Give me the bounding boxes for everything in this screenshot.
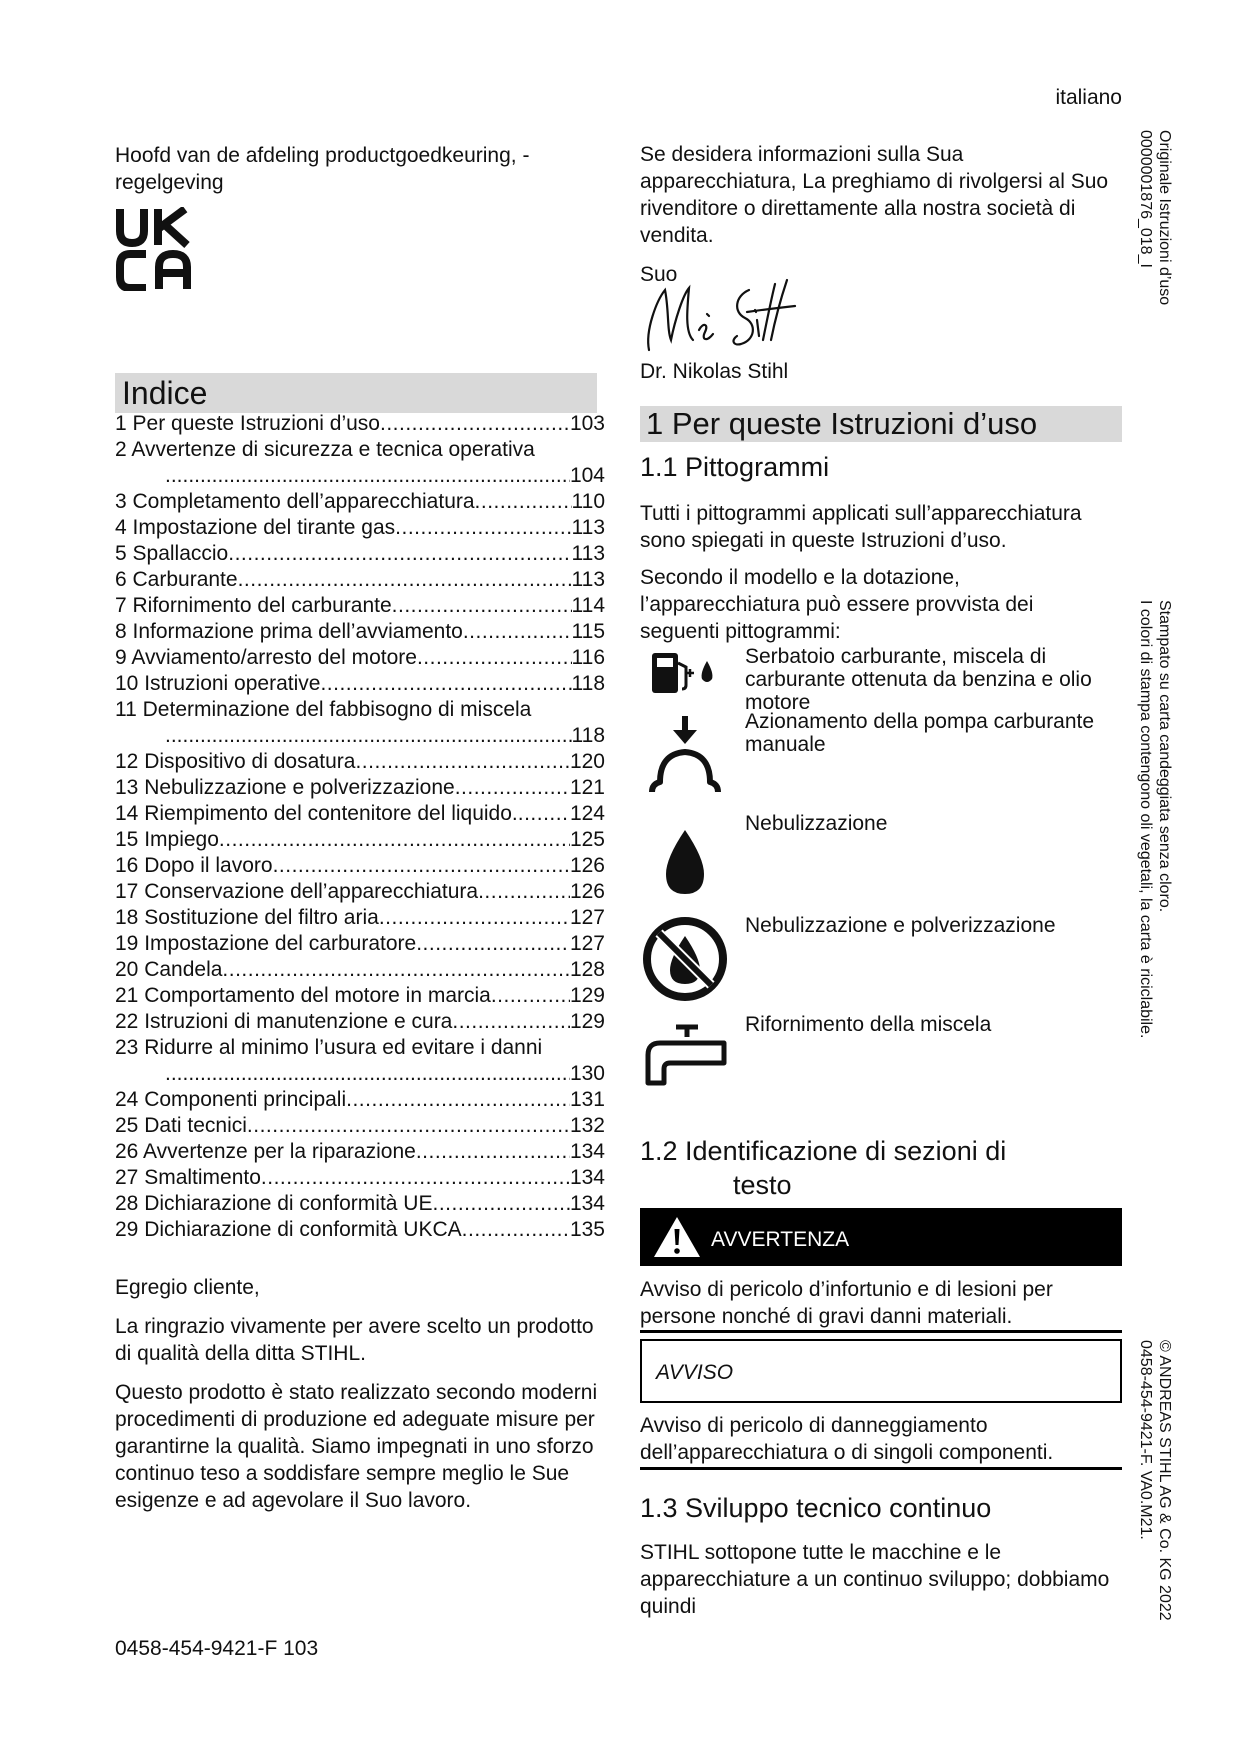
toc-entry-title: 27 Smaltimento bbox=[115, 1166, 261, 1189]
toc-entry[interactable] bbox=[115, 1113, 605, 1139]
toc-entry-page: 116 bbox=[571, 646, 605, 669]
toc-entry-page: 115 bbox=[571, 620, 605, 643]
toc-entry-page: 126 bbox=[569, 854, 605, 877]
picto-no-droplet-text: Nebulizzazione e polverizzazione bbox=[745, 914, 1056, 937]
toc-leader-dots bbox=[432, 1191, 569, 1217]
toc-entry-page: 126 bbox=[569, 880, 605, 903]
toc-entry-page: 118 bbox=[571, 672, 605, 695]
toc-leader-dots bbox=[518, 801, 570, 827]
toc-entry-page: 113 bbox=[571, 568, 605, 591]
margin-middle-line-2: I colori di stampa contengono oli vegetali, la carta è riciclabile. bbox=[1137, 600, 1154, 1039]
toc-entry-title: 18 Sostituzione del filtro aria bbox=[115, 906, 379, 929]
toc-entry[interactable] bbox=[115, 983, 605, 1009]
toc-entry-page: 104 bbox=[569, 464, 605, 487]
toc-entry[interactable] bbox=[115, 957, 605, 983]
toc-entry-title: 21 Comportamento del motore in marcia bbox=[115, 984, 491, 1007]
margin-top-line-2: 0000001876_018_I bbox=[1137, 130, 1154, 268]
toc-entry-title: 12 Dispositivo di dosatura bbox=[115, 750, 356, 773]
toc-entry-page: 125 bbox=[569, 828, 605, 851]
section-1-2-title-line-1: 1.2 Identificazione di sezioni di bbox=[640, 1136, 1007, 1166]
section-1-1 bbox=[640, 450, 1122, 645]
toc-leader-dots bbox=[346, 1087, 570, 1113]
toc-entry-title: 29 Dichiarazione di conformità UKCA bbox=[115, 1218, 462, 1241]
toc-entry[interactable] bbox=[115, 1009, 605, 1035]
toc-entry-title: 16 Dopo il lavoro bbox=[115, 854, 273, 877]
letter-body bbox=[115, 1274, 605, 1514]
toc-entry[interactable] bbox=[115, 1087, 605, 1113]
toc-entry[interactable] bbox=[115, 697, 605, 723]
toc-entry-continuation[interactable] bbox=[115, 463, 605, 489]
toc-leader-dots bbox=[355, 749, 569, 775]
signature bbox=[637, 270, 807, 360]
toc-leader-dots bbox=[463, 619, 572, 645]
section-1-1-paragraph-1: Tutti i pittogrammi applicati sull’apparecchiatura sono spiegati in queste Istruzioni d’uso. bbox=[640, 502, 1082, 552]
toc-entry-page: 134 bbox=[569, 1192, 605, 1215]
toc-entry-title: 17 Conservazione dell’apparecchiatura bbox=[115, 880, 479, 903]
toc-entry[interactable] bbox=[115, 619, 605, 645]
warning-description bbox=[640, 1276, 1122, 1330]
page-footer: 0458-454-9421-F 103 bbox=[115, 1637, 319, 1660]
toc-leader-dots bbox=[478, 879, 570, 905]
toc-leader-dots bbox=[380, 411, 570, 437]
section-1-3-title: 1.3 Sviluppo tecnico continuo bbox=[640, 1493, 992, 1523]
notice-box bbox=[640, 1339, 1122, 1403]
toc-entry[interactable] bbox=[115, 879, 605, 905]
approver-line-2: regelgeving bbox=[115, 171, 224, 194]
signer-name bbox=[640, 358, 1122, 385]
picto-fuel-tank-text: Serbatoio carburante, miscela di carburante ottenuta da benzina e olio motore bbox=[745, 645, 1092, 714]
approver-line-1: Hoofd van de afdeling productgoedkeuring, - bbox=[115, 144, 530, 167]
toc-leader-dots bbox=[462, 1217, 570, 1243]
toc-entry-page: 113 bbox=[571, 542, 605, 565]
toc-entry-page: 128 bbox=[569, 958, 605, 981]
margin-middle-line-1: Stampato su carta candeggiata senza cloro. bbox=[1156, 600, 1173, 913]
toc-entry[interactable] bbox=[115, 437, 605, 463]
no-droplet-icon bbox=[640, 914, 730, 1004]
toc-entry-title: 4 Impostazione del tirante gas bbox=[115, 516, 396, 539]
toc-entry[interactable] bbox=[115, 671, 605, 697]
toc-entry-title: 19 Impostazione del carburatore bbox=[115, 932, 417, 955]
toc-entry-page: 118 bbox=[571, 724, 605, 747]
ukca-logo bbox=[115, 207, 195, 291]
approver-title bbox=[115, 142, 605, 196]
signer-name-text: Dr. Nikolas Stihl bbox=[640, 360, 789, 383]
toc-entry[interactable] bbox=[115, 931, 605, 957]
toc-leader-dots bbox=[491, 983, 570, 1009]
language-label: italiano bbox=[1055, 86, 1122, 109]
toc-leader-dots bbox=[392, 593, 572, 619]
toc-leader-dots bbox=[416, 931, 570, 957]
section-1-title: 1 Per queste Istruzioni d’uso bbox=[640, 406, 1122, 442]
picto-droplet-text: Nebulizzazione bbox=[745, 812, 888, 835]
section-1-3 bbox=[640, 1491, 1122, 1620]
section-1-2-title bbox=[640, 1134, 1122, 1202]
section-1-1-title: 1.1 Pittogrammi bbox=[640, 452, 830, 482]
toc-leader-dots bbox=[379, 905, 570, 931]
toc-entry-page: 127 bbox=[569, 932, 605, 955]
toc-entry[interactable] bbox=[115, 1217, 605, 1243]
toc-entry-page: 103 bbox=[569, 412, 605, 435]
toc-entry-title: 11 Determinazione del fabbisogno di miscela bbox=[115, 698, 532, 721]
toc-entry[interactable] bbox=[115, 1191, 605, 1217]
toc-entry-title: 7 Rifornimento del carburante bbox=[115, 594, 392, 617]
toc-entry[interactable] bbox=[115, 541, 605, 567]
margin-bottom-line-2: 0458-454-9421-F. VA0.M21. bbox=[1137, 1340, 1154, 1540]
margin-bottom bbox=[1136, 1340, 1174, 1621]
greeting: Egregio cliente, bbox=[115, 1276, 260, 1299]
toc-leader-dots bbox=[222, 957, 570, 983]
warning-triangle-icon bbox=[652, 1214, 702, 1260]
notice-description bbox=[640, 1412, 1122, 1466]
toc-entry-title: 15 Impiego bbox=[115, 828, 219, 851]
closing: Suo bbox=[640, 263, 678, 286]
toc-leader-dots bbox=[452, 1009, 570, 1035]
toc-leader-dots bbox=[455, 775, 570, 801]
faucet-icon bbox=[640, 1013, 730, 1103]
toc-entry-title: 20 Candela bbox=[115, 958, 223, 981]
toc-entry-title: 2 Avvertenze di sicurezza e tecnica operativa bbox=[115, 438, 535, 461]
toc-entry-page: 121 bbox=[569, 776, 605, 799]
toc-entry[interactable] bbox=[115, 1165, 605, 1191]
toc-leader-dots bbox=[417, 645, 572, 671]
warning-rule bbox=[640, 1330, 1122, 1333]
toc-entry-title: 9 Avviamento/arresto del motore bbox=[115, 646, 417, 669]
toc-leader-dots bbox=[273, 853, 570, 879]
toc-entry-page: 129 bbox=[569, 1010, 605, 1033]
toc-entry-title: 5 Spallaccio bbox=[115, 542, 229, 565]
toc-entry-title: 3 Completamento dell’apparecchiatura bbox=[115, 490, 475, 513]
warning-label: AVVERTENZA bbox=[711, 1228, 850, 1251]
toc-entry-title: 1 Per queste Istruzioni d’uso bbox=[115, 412, 380, 435]
toc-entry-page: 131 bbox=[569, 1088, 605, 1111]
toc-entry[interactable] bbox=[115, 905, 605, 931]
toc-entry-continuation[interactable] bbox=[115, 1061, 605, 1087]
droplet-icon bbox=[640, 812, 730, 902]
table-of-contents bbox=[115, 411, 605, 1243]
margin-top-line-1: Originale Istruzioni d’uso bbox=[1156, 130, 1173, 306]
toc-entry[interactable] bbox=[115, 567, 605, 593]
toc-entry[interactable] bbox=[115, 749, 605, 775]
toc-entry[interactable] bbox=[115, 593, 605, 619]
warning-text: Avviso di pericolo d’infortunio e di lesioni per persone nonché di gravi danni materiali. bbox=[640, 1278, 1053, 1328]
toc-entry[interactable] bbox=[115, 827, 605, 853]
toc-leader-dots bbox=[247, 1113, 570, 1139]
section-1-3-text: STIHL sottopone tutte le macchine e le apparecchiature a un continuo sviluppo; dobbiamo quindi bbox=[640, 1541, 1110, 1618]
toc-entry[interactable] bbox=[115, 1035, 605, 1061]
toc-entry-page: 114 bbox=[571, 594, 605, 617]
toc-entry-title: 26 Avvertenze per la riparazione bbox=[115, 1140, 416, 1163]
toc-leader-dots bbox=[228, 541, 571, 567]
manual-fuel-pump-icon bbox=[640, 710, 730, 800]
toc-entry-title: 22 Istruzioni di manutenzione e cura bbox=[115, 1010, 453, 1033]
toc-entry[interactable] bbox=[115, 853, 605, 879]
picto-faucet-text: Rifornimento della miscela bbox=[745, 1013, 992, 1036]
toc-entry-continuation[interactable] bbox=[115, 723, 605, 749]
section-1-2-title-line-2: testo bbox=[733, 1170, 792, 1200]
margin-top bbox=[1136, 130, 1174, 305]
margin-bottom-line-1: © ANDREAS STIHL AG & Co. KG 2022 bbox=[1156, 1340, 1173, 1621]
toc-entry-page: 110 bbox=[571, 490, 605, 513]
toc-entry[interactable] bbox=[115, 515, 605, 541]
letter-contact bbox=[640, 141, 1122, 288]
toc-entry-page: 129 bbox=[569, 984, 605, 1007]
toc-entry-page: 134 bbox=[569, 1140, 605, 1163]
toc-entry-title: 8 Informazione prima dell’avviamento bbox=[115, 620, 463, 643]
toc-entry-title: 24 Componenti principali bbox=[115, 1088, 347, 1111]
toc-entry-page: 113 bbox=[571, 516, 605, 539]
notice-rule bbox=[640, 1467, 1122, 1470]
toc-entry-title: 25 Dati tecnici bbox=[115, 1114, 247, 1137]
toc-leader-dots bbox=[395, 515, 571, 541]
toc-entry[interactable] bbox=[115, 775, 605, 801]
toc-entry[interactable] bbox=[115, 645, 605, 671]
toc-entry-page: 130 bbox=[569, 1062, 605, 1085]
margin-middle bbox=[1136, 600, 1174, 1038]
section-1-1-paragraph-2: Secondo il modello e la dotazione, l’apparecchiatura può essere provvista dei seguenti pittogrammi: bbox=[640, 566, 1034, 643]
letter-paragraph-2: Questo prodotto è stato realizzato secondo moderni procedimenti di produzione ed adeguate misure per garantirne la qualità. Siamo impegnati in uno sforzo continuo teso a soddisfare sempre meglio le Sue esigenze e ad agevolare il Suo lavoro. bbox=[115, 1381, 598, 1512]
toc-entry-page: 120 bbox=[569, 750, 605, 773]
toc-leader-dots bbox=[475, 489, 572, 515]
toc-entry[interactable] bbox=[115, 801, 605, 827]
toc-entry[interactable] bbox=[115, 489, 605, 515]
toc-entry[interactable] bbox=[115, 1139, 605, 1165]
letter-paragraph-1: La ringrazio vivamente per avere scelto un prodotto di qualità della ditta STIHL. bbox=[115, 1315, 594, 1365]
picto-manual-pump-text: Azionamento della pompa carburante manuale bbox=[745, 710, 1095, 756]
toc-leader-dots bbox=[165, 463, 570, 489]
toc-entry-page: 132 bbox=[569, 1114, 605, 1137]
toc-entry-title: 6 Carburante bbox=[115, 568, 238, 591]
toc-entry-page: 135 bbox=[569, 1218, 605, 1241]
toc-entry-page: 127 bbox=[569, 906, 605, 929]
toc-leader-dots bbox=[219, 827, 570, 853]
warning-box bbox=[640, 1208, 1122, 1266]
letter-paragraph-3: Se desidera informazioni sulla Sua apparecchiatura, La preghiamo di rivolgersi al Suo rivenditore o direttamente alla nostra società di vendita. bbox=[640, 143, 1109, 247]
toc-entry-title: 14 Riempimento del contenitore del liquido. bbox=[115, 802, 518, 825]
toc-leader-dots bbox=[238, 567, 572, 593]
toc-leader-dots bbox=[165, 1061, 570, 1087]
notice-label: AVVISO bbox=[656, 1361, 734, 1384]
toc-entry-title: 10 Istruzioni operative bbox=[115, 672, 321, 695]
toc-entry[interactable] bbox=[115, 411, 605, 437]
notice-text: Avviso di pericolo di danneggiamento dell’apparecchiatura o di singoli componenti. bbox=[640, 1414, 1054, 1464]
toc-entry-title: 23 Ridurre al minimo l’usura ed evitare i danni bbox=[115, 1036, 543, 1059]
toc-entry-page: 124 bbox=[569, 802, 605, 825]
toc-entry-page: 134 bbox=[569, 1166, 605, 1189]
toc-entry-title: 13 Nebulizzazione e polverizzazione bbox=[115, 776, 455, 799]
toc-leader-dots bbox=[320, 671, 571, 697]
toc-leader-dots bbox=[261, 1165, 570, 1191]
toc-leader-dots bbox=[416, 1139, 570, 1165]
toc-title: Indice bbox=[115, 373, 597, 413]
toc-entry-title: 28 Dichiarazione di conformità UE bbox=[115, 1192, 433, 1215]
toc-leader-dots bbox=[165, 723, 572, 749]
